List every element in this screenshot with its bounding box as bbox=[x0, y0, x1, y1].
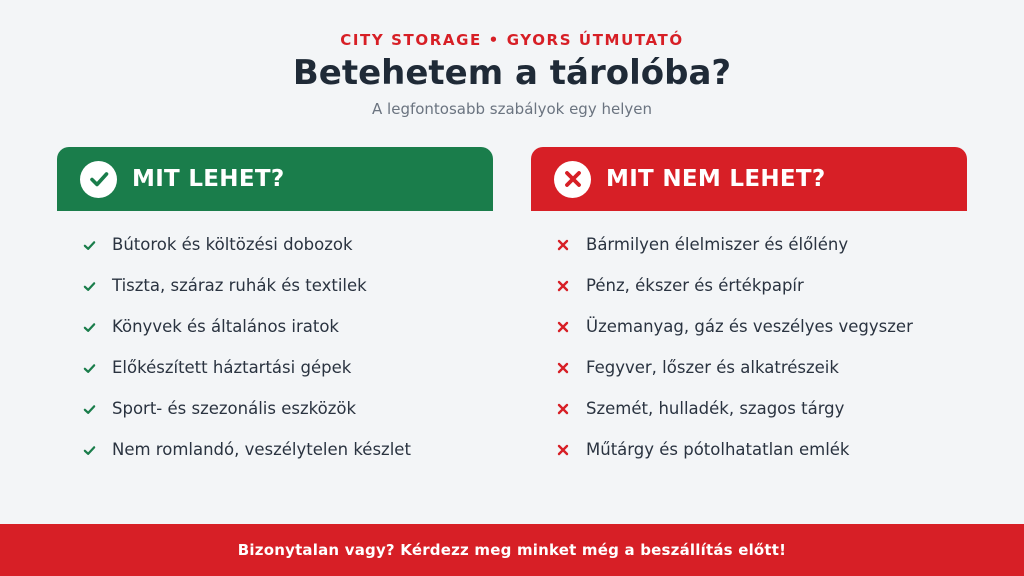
list-item bbox=[82, 235, 493, 276]
forbidden-panel bbox=[531, 147, 967, 481]
list-item-text: Tiszta, száraz ruhák és textilek bbox=[112, 276, 367, 295]
footer-text: Bizonytalan vagy? Kérdezz meg minket még a beszállítás előtt! bbox=[237, 541, 787, 559]
x-icon bbox=[556, 402, 570, 416]
page-subtitle: A legfontosabb szabályok egy helyen bbox=[372, 100, 652, 118]
list-item-text: Nem romlandó, veszélytelen készlet bbox=[112, 440, 411, 459]
x-icon bbox=[556, 320, 570, 334]
check-icon bbox=[82, 238, 96, 252]
check-icon bbox=[82, 402, 96, 416]
check-icon bbox=[82, 279, 96, 293]
forbidden-list bbox=[531, 211, 967, 481]
list-item-text: Fegyver, lőszer és alkatrészeik bbox=[586, 358, 839, 377]
list-item-text: Pénz, ékszer és értékpapír bbox=[586, 276, 804, 295]
x-icon bbox=[556, 361, 570, 375]
forbidden-heading: MIT NEM LEHET? bbox=[606, 166, 826, 192]
list-item-text: Bármilyen élelmiszer és élőlény bbox=[586, 235, 849, 254]
list-item-text: Üzemanyag, gáz és veszélyes vegyszer bbox=[586, 317, 913, 336]
list-item bbox=[82, 358, 493, 399]
list-item-text: Előkészített háztartási gépek bbox=[112, 358, 352, 377]
page-title: Betehetem a tárolóba? bbox=[292, 53, 732, 93]
allowed-heading: MIT LEHET? bbox=[132, 166, 285, 192]
list-item-text: Sport- és szezonális eszközök bbox=[112, 399, 357, 418]
check-icon bbox=[82, 320, 96, 334]
list-item bbox=[556, 358, 967, 399]
check-circle-icon bbox=[80, 161, 117, 198]
list-item bbox=[556, 235, 967, 276]
allowed-panel-header bbox=[57, 147, 493, 211]
check-icon bbox=[82, 443, 96, 457]
allowed-panel bbox=[57, 147, 493, 481]
allowed-list bbox=[57, 211, 493, 481]
list-item-text: Szemét, hulladék, szagos tárgy bbox=[586, 399, 845, 418]
footer-banner bbox=[0, 524, 1024, 576]
x-circle-icon bbox=[554, 161, 591, 198]
eyebrow-text: CITY STORAGE • GYORS ÚTMUTATÓ bbox=[340, 31, 684, 49]
list-item-text: Bútorok és költözési dobozok bbox=[112, 235, 353, 254]
list-item bbox=[556, 317, 967, 358]
forbidden-panel-header bbox=[531, 147, 967, 211]
list-item bbox=[82, 317, 493, 358]
list-item bbox=[82, 276, 493, 317]
x-icon bbox=[556, 238, 570, 252]
list-item bbox=[82, 399, 493, 440]
list-item-text: Műtárgy és pótolhatatlan emlék bbox=[586, 440, 850, 459]
list-item bbox=[556, 440, 967, 481]
list-item bbox=[82, 440, 493, 481]
check-icon bbox=[82, 361, 96, 375]
x-icon bbox=[556, 443, 570, 457]
x-icon bbox=[556, 279, 570, 293]
list-item bbox=[556, 399, 967, 440]
list-item-text: Könyvek és általános iratok bbox=[112, 317, 339, 336]
list-item bbox=[556, 276, 967, 317]
